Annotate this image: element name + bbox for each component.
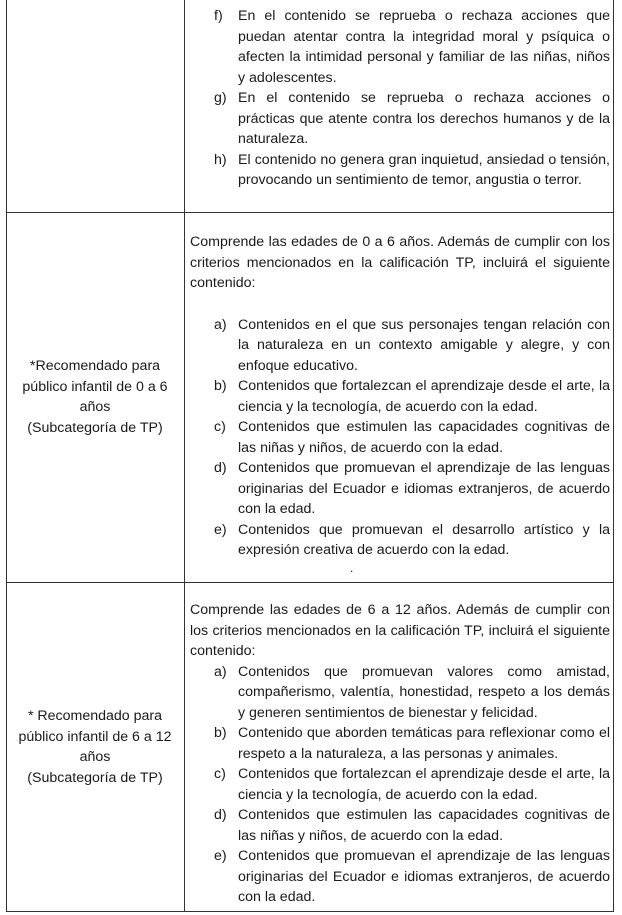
- list-item: [190, 376, 610, 417]
- item-letter: a): [214, 316, 227, 333]
- category-line: (Subcategoría de TP): [27, 419, 163, 436]
- category-label-0-6: [7, 356, 183, 438]
- category-line: *Recomendado para: [29, 358, 161, 374]
- category-label-6-12: [7, 706, 183, 788]
- item-letter: b): [214, 378, 227, 394]
- item-text: Contenidos en el que sus personajes tengan relación con la naturaleza en un contexto amigable y alegre, y con enfoque educativo.: [238, 316, 610, 374]
- item-letter: c): [214, 419, 226, 435]
- item-text: Contenidos que fortalezcan el aprendizaje desde el arte, la ciencia y la tecnología, de acuerdo con la edad.: [238, 766, 610, 803]
- category-line: años: [79, 749, 111, 765]
- list-item: [190, 417, 610, 458]
- column-divider: [184, 0, 185, 912]
- list-item: [190, 88, 610, 150]
- item-text: Contenidos que estimulen las capacidades cognitivas de las niñas y niños, de acuerdo con la edad.: [238, 807, 610, 844]
- item-letter: h): [214, 151, 227, 168]
- item-letter: d): [214, 460, 227, 476]
- item-text: Contenidos que estimulen las capacidades cognitivas de las niñas y niños, de acuerdo con la edad.: [238, 419, 610, 456]
- item-letter: e): [214, 521, 227, 538]
- row-divider: [6, 582, 614, 583]
- item-letter: d): [214, 807, 227, 823]
- criteria-list: [190, 662, 610, 908]
- item-letter: c): [214, 766, 226, 782]
- category-line: * Recomendado para: [27, 708, 163, 724]
- row1-criteria-cell: [190, 6, 610, 191]
- criteria-list: [190, 6, 610, 191]
- item-letter: f): [214, 8, 223, 24]
- item-text: Contenidos que fortalezcan el aprendizaje desde el arte, la ciencia y la tecnología, de acuerdo con la edad.: [238, 378, 610, 415]
- section-intro: Comprende las edades de 6 a 12 años. Además de cumplir con los criterios mencionados en la calificación TP, incluirá el siguiente contenido:: [190, 602, 610, 659]
- item-text: En el contenido se reprueba o rechaza acciones o prácticas que atente contra los derechos humanos y de la naturaleza.: [238, 90, 610, 147]
- list-item: [190, 520, 610, 561]
- category-line: público infantil de 6 a 12: [18, 728, 172, 745]
- list-item: [190, 150, 610, 191]
- item-text: Contenido que aborden temáticas para reflexionar como el respeto a la naturaleza, a las personas y animales.: [238, 725, 610, 762]
- list-item: [190, 458, 610, 520]
- category-line: (Subcategoría de TP): [27, 769, 163, 786]
- list-item: [190, 315, 610, 377]
- item-text: Contenidos que promuevan el desarrollo artístico y la expresión creativa de acuerdo con la edad.: [238, 521, 610, 558]
- criteria-list: [190, 315, 610, 561]
- category-line: público infantil de 0 a 6: [22, 378, 168, 395]
- row2-criteria-cell: [190, 232, 610, 561]
- list-item: [190, 805, 610, 846]
- item-letter: g): [214, 90, 227, 106]
- list-item: [190, 846, 610, 908]
- list-item: [190, 662, 610, 724]
- row-divider: [6, 212, 614, 213]
- section-intro: Comprende las edades de 0 a 6 años. Además de cumplir con los criterios mencionados en la calificación TP, incluirá el siguiente contenido:: [190, 234, 610, 291]
- item-text: Contenidos que promuevan el aprendizaje de las lenguas originarias del Ecuador e idiomas extranjeros, de acuerdo con la edad.: [238, 460, 610, 517]
- item-letter: e): [214, 848, 227, 864]
- item-letter: b): [214, 725, 227, 741]
- category-line: años: [79, 399, 111, 415]
- row3-criteria-cell: [190, 600, 610, 908]
- list-item: [190, 723, 610, 764]
- item-letter: a): [214, 663, 227, 680]
- list-item: [190, 764, 610, 805]
- item-text: Contenidos que promuevan el aprendizaje de las lenguas originarias del Ecuador e idiomas extranjeros, de acuerdo con la edad.: [238, 848, 610, 905]
- list-item: [190, 6, 610, 88]
- stray-mark: .: [350, 561, 354, 575]
- item-text: Contenidos que promuevan valores como amistad, compañerismo, valentía, honestidad, respeto a los demás y generen sentimientos de bienestar y felicidad.: [238, 663, 610, 721]
- item-text: El contenido no genera gran inquietud, ansiedad o tensión, provocando un sentimiento de temor, angustia o terror.: [238, 151, 610, 188]
- item-text: En el contenido se reprueba o rechaza acciones que puedan atentar contra la integridad moral y psíquica o afecten la intimidad personal y familiar de las niñas, niños y adolescentes.: [238, 8, 610, 86]
